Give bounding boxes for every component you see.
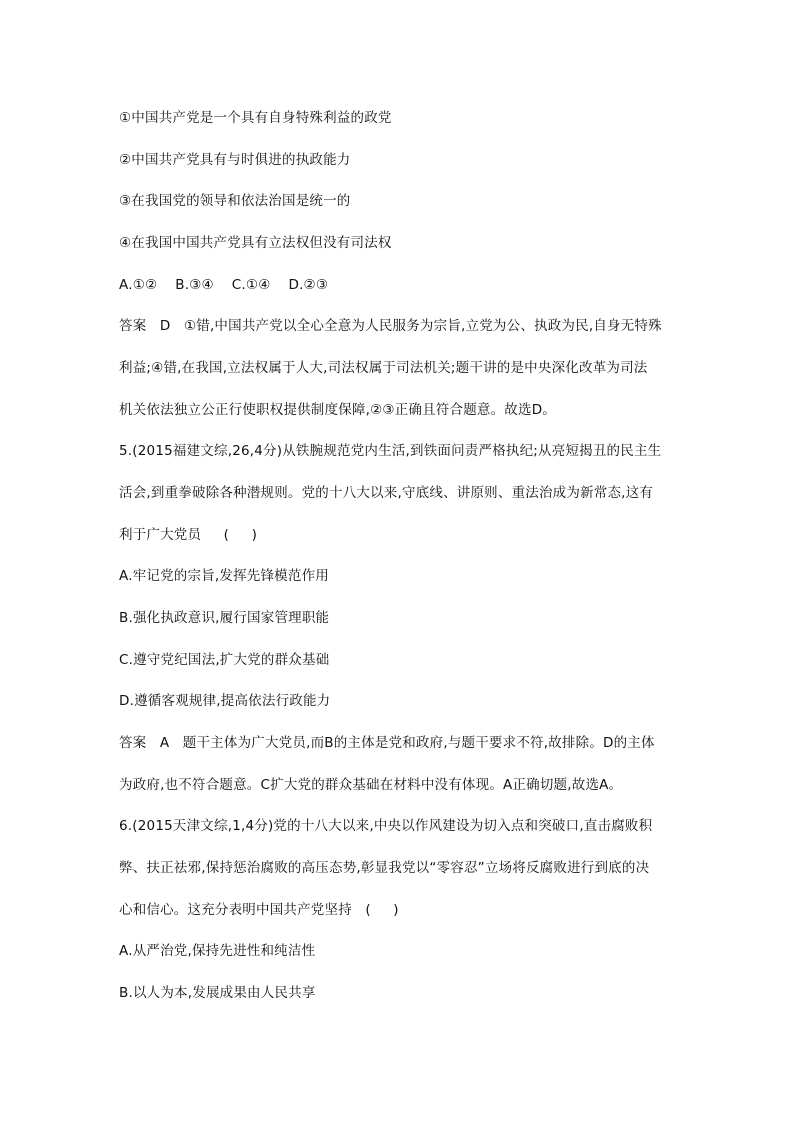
q6-stem-line-1: 6.(2015天津文综,1,4分)党的十八大以来,中央以作风建设为切入点和突破口,直击腐败积 (119, 818, 653, 834)
q4-option-2: ②中国共产党具有与时俱进的执政能力 (119, 152, 351, 168)
q5-stem-line-3: 利于广大党员 ( ) (119, 527, 258, 543)
q4-choices: A.①② B.③④ C.①④ D.②③ (119, 277, 329, 293)
q6-option-a: A.从严治党,保持先进性和纯洁性 (119, 943, 316, 959)
q5-answer-line-2: 为政府,也不符合题意。C扩大党的群众基础在材料中没有体现。A正确切题,故选A。 (119, 777, 623, 793)
q6-stem-line-3: 心和信心。这充分表明中国共产党坚持 ( ) (119, 902, 399, 918)
q4-answer-line-2: 利益;④错,在我国,立法权属于人大,司法权属于司法机关;题干讲的是中央深化改革为司法 (119, 360, 648, 376)
q5-option-c: C.遵守党纪国法,扩大党的群众基础 (119, 652, 330, 668)
q4-option-4: ④在我国中国共产党具有立法权但没有司法权 (119, 235, 392, 251)
q5-option-a: A.牢记党的宗旨,发挥先锋模范作用 (119, 568, 329, 584)
q5-stem-line-1: 5.(2015福建文综,26,4分)从铁腕规范党内生活,到铁面问责严格执纪;从亮短揭丑的民主生 (119, 443, 662, 459)
q6-option-b: B.以人为本,发展成果由人民共享 (119, 985, 316, 1001)
q4-option-3: ③在我国党的领导和依法治国是统一的 (119, 193, 351, 209)
q4-answer-line-1: 答案 D ①错,中国共产党以全心全意为人民服务为宗旨,立党为公、执政为民,自身无特殊 (119, 318, 662, 334)
q4-option-1: ①中国共产党是一个具有自身特殊利益的政党 (119, 110, 392, 126)
q4-answer-line-3: 机关依法独立公正行使职权提供制度保障,②③正确且符合题意。故选D。 (119, 402, 556, 418)
q5-stem-line-2: 活会,到重拳破除各种潜规则。党的十八大以来,守底线、讲原则、重法治成为新常态,这有 (119, 485, 654, 501)
q5-option-b: B.强化执政意识,履行国家管理职能 (119, 610, 330, 626)
q6-stem-line-2: 弊、扶正祛邪,保持惩治腐败的高压态势,彰显我党以“零容忍”立场将反腐败进行到底的决 (119, 860, 650, 876)
q5-option-d: D.遵循客观规律,提高依法行政能力 (119, 693, 331, 709)
q5-answer-line-1: 答案 A 题干主体为广大党员,而B的主体是党和政府,与题干要求不符,故排除。D的主体 (119, 735, 655, 751)
